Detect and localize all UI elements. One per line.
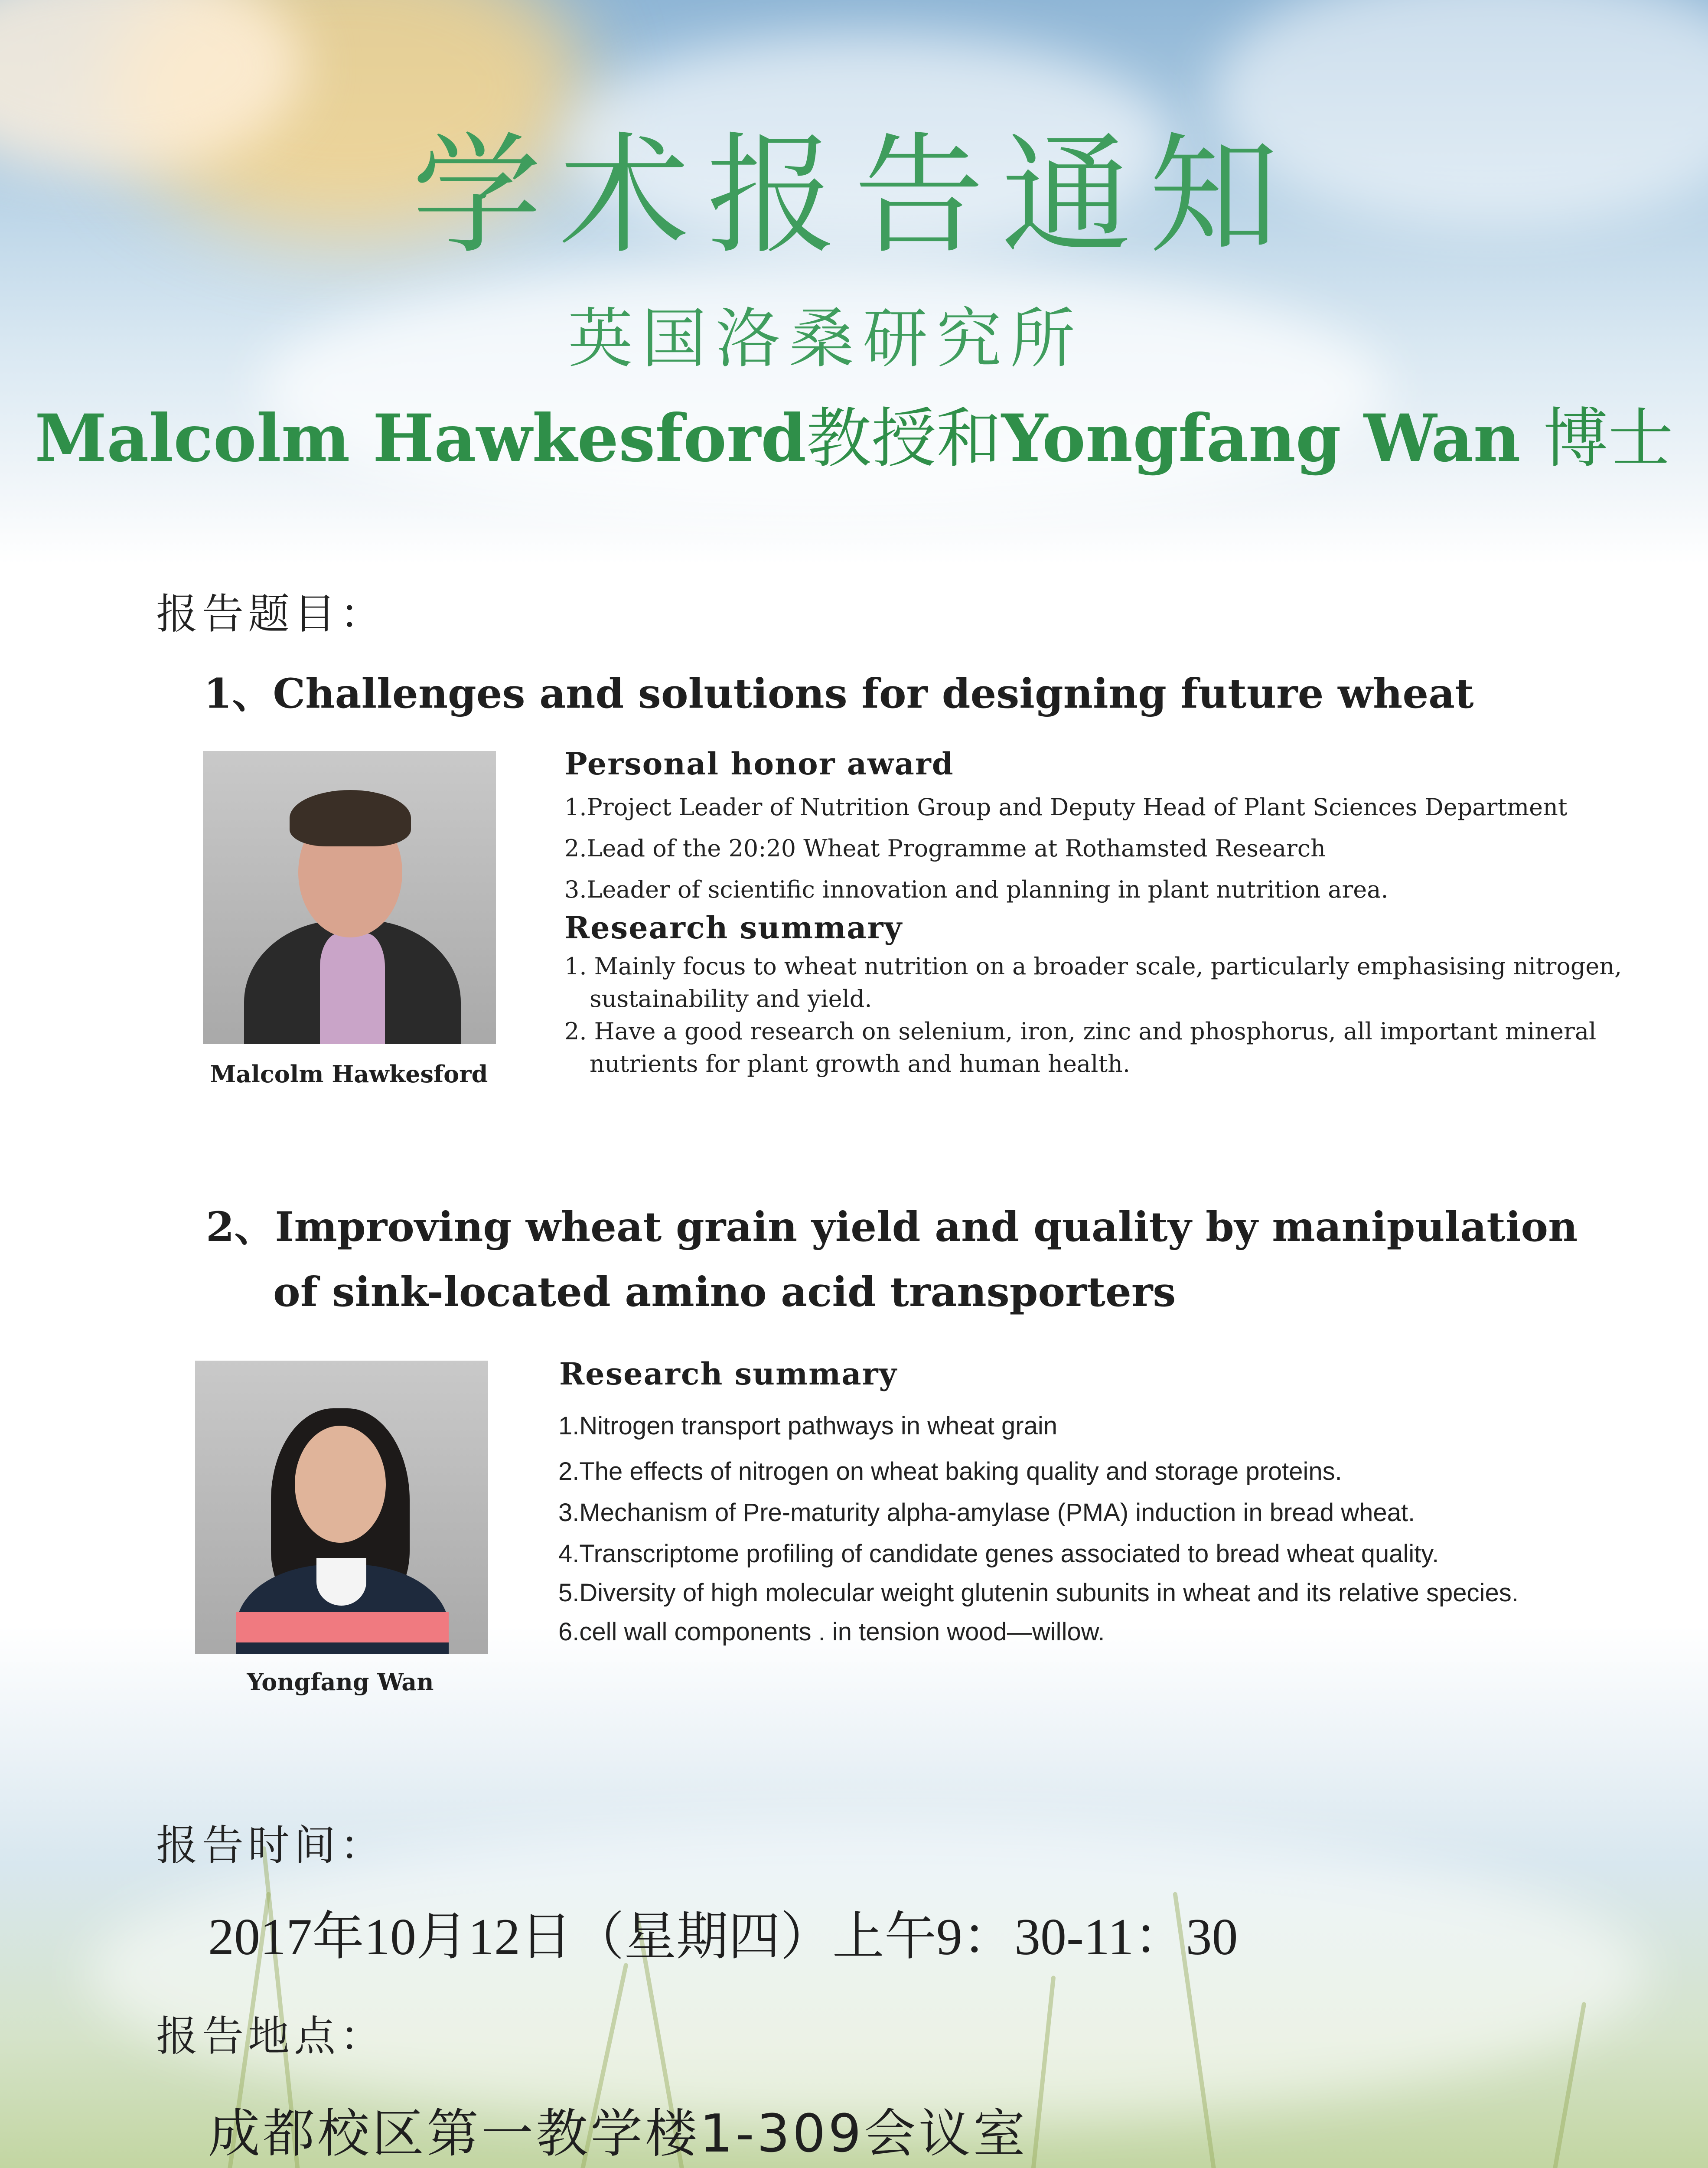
place-value: 成都校区第一教学楼1-309会议室 [208,2104,1028,2164]
portrait-collar [316,1558,366,1606]
time-label: 报告时间： [156,1821,386,1870]
summary-item: 2.The effects of nitrogen on wheat baking quality and storage proteins. [558,1457,1342,1486]
speaker-title-2: 博士 [1543,401,1673,477]
institute-name: 英国洛桑研究所 [567,301,1084,377]
photo-caption-malcolm: Malcolm Hawkesford [210,1060,488,1088]
topics-label: 报告题目： [156,590,386,638]
speaker-name-1: Malcolm Hawkesford [35,400,806,477]
summary-item: 1. Mainly focus to wheat nutrition on a broader scale, particularly emphasising nitrogen, [564,953,1622,980]
summary-item: 5.Diversity of high molecular weight glutenin subunits in wheat and its relative species. [558,1579,1519,1607]
speakers-line [0,386,1708,480]
summary-item: sustainability and yield. [590,985,872,1012]
photo-caption-yongfang: Yongfang Wan [247,1668,434,1696]
summary-heading-1: Research summary [564,910,903,946]
talk2-title-line2: of sink-located amino acid transporters [273,1268,1176,1316]
honor-item: 2.Lead of the 20:20 Wheat Programme at Rothamsted Research [564,835,1326,862]
place-label: 报告地点： [156,2012,386,2060]
speaker-name-2: Yongfang Wan [1001,400,1521,477]
portrait-shirt [320,933,385,1044]
summary-heading-2: Research summary [559,1356,898,1392]
page-title: 学术报告通知 [412,120,1296,271]
time-value: 2017年10月12日（星期四）上午9：30-11：30 [208,1908,1238,1966]
portrait-face [295,1426,386,1543]
honor-heading: Personal honor award [564,746,954,782]
talk2-title-line1: 2、Improving wheat grain yield and quality by manipulation [206,1203,1578,1251]
speaker-photo-yongfang [195,1361,488,1654]
summary-item: nutrients for plant growth and human health. [590,1050,1131,1077]
talk1-title: 1、Challenges and solutions for designing future wheat [204,670,1474,718]
portrait-stripe [236,1612,449,1642]
summary-item: 1.Nitrogen transport pathways in wheat grain [558,1412,1057,1440]
honor-item: 1.Project Leader of Nutrition Group and Deputy Head of Plant Sciences Department [564,793,1568,821]
honor-item: 3.Leader of scientific innovation and planning in plant nutrition area. [564,876,1389,903]
portrait-hair [290,790,411,846]
summary-item: 2. Have a good research on selenium, iron, zinc and phosphorus, all important mineral [564,1018,1597,1045]
summary-item: 4.Transcriptome profiling of candidate genes associated to bread wheat quality. [558,1540,1439,1568]
summary-item: 3.Mechanism of Pre-maturity alpha-amylase (PMA) induction in bread wheat. [558,1499,1415,1527]
speaker-title-1: 教授和 [806,401,1002,477]
speaker-photo-malcolm [203,751,496,1044]
summary-item: 6.cell wall components . in tension wood—willow. [558,1618,1105,1646]
